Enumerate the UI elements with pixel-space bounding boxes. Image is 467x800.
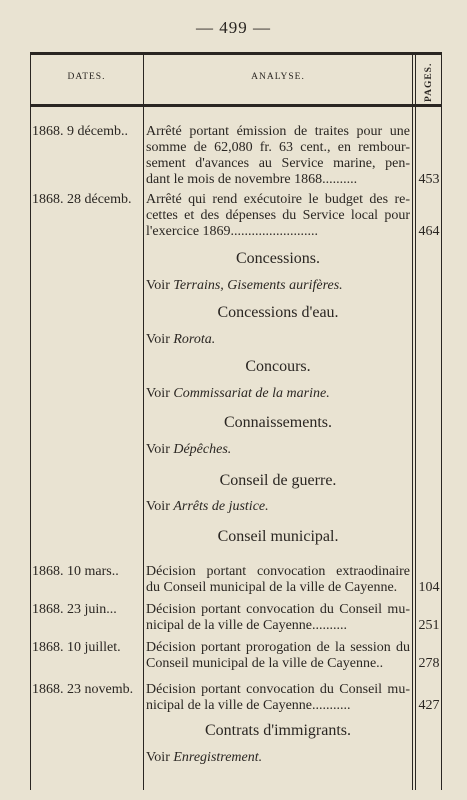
entry-line: nicipal de la ville de Cayenne...........	[146, 698, 351, 713]
dates-column-rule	[143, 52, 144, 790]
entry-page: 251	[418, 618, 440, 633]
entry-line: nicipal de la ville de Cayenne..........	[146, 618, 347, 633]
entry-text	[146, 124, 410, 188]
entry-date: 1868. 10 juillet.	[32, 640, 121, 655]
see-also-ref: Commissariat de la marine.	[173, 386, 330, 401]
entry-date: 1868. 28 décemb.	[32, 192, 132, 207]
header-pages: PAGES.	[424, 62, 434, 102]
section-title: Conseil municipal.	[217, 528, 339, 545]
entry-line: somme de 62,080 fr. 63 cent., en rembour-	[146, 140, 410, 155]
entry-text	[146, 564, 410, 596]
entry-line: cettes et des dépenses du Service local pour	[146, 208, 410, 223]
right-border	[441, 52, 442, 790]
see-also: Voir Terrains, Gisements aurifères.	[146, 278, 343, 293]
see-also-ref: Arrêts de justice.	[173, 499, 269, 514]
entry-text	[146, 602, 410, 634]
entry-date: 1868. 10 mars..	[32, 564, 119, 579]
see-also: Voir Enregistrement.	[146, 750, 263, 765]
see-also-ref: Rorota.	[173, 332, 216, 347]
index-table	[30, 52, 442, 790]
header-dates: DATES.	[67, 72, 106, 82]
top-rule	[30, 52, 442, 55]
section-title: Connaissements.	[224, 414, 332, 431]
see-also: Voir Dépêches.	[146, 442, 232, 457]
pages-column-rule	[412, 52, 416, 790]
entry-text	[146, 192, 410, 240]
see-also-ref: Enregistrement.	[173, 750, 263, 765]
header-analyse: ANALYSE.	[251, 72, 305, 82]
page-number: — 499 —	[196, 18, 271, 37]
entry-line: sement d'avances au Service marine, pen-	[146, 156, 410, 171]
see-also-ref: Dépêches.	[173, 442, 232, 457]
entry-page: 453	[418, 172, 440, 187]
entry-date: 1868. 23 juin...	[32, 602, 117, 617]
section-title: Concours.	[245, 358, 311, 375]
entry-page: 427	[418, 698, 440, 713]
see-also-ref: Terrains, Gisements aurifères.	[173, 278, 343, 293]
entry-text	[146, 682, 410, 714]
entry-line: du Conseil municipal de la ville de Cayenne.	[146, 580, 398, 595]
entry-page: 104	[418, 580, 440, 595]
left-border	[30, 52, 31, 790]
entry-page: 278	[418, 656, 440, 671]
entry-date: 1868. 23 novemb.	[32, 682, 134, 697]
section-title: Conseil de guerre.	[219, 472, 337, 489]
entry-page: 464	[418, 224, 440, 239]
entry-line: Décision portant convocation du Conseil mu-	[146, 602, 410, 617]
entry-line: Arrêté qui rend exécutoire le budget des re-	[146, 192, 410, 207]
section-title: Concessions.	[236, 250, 320, 267]
section-title: Contrats d'immigrants.	[205, 722, 351, 739]
entry-text	[146, 640, 410, 672]
entry-line: l'exercice 1869.........................	[146, 224, 319, 239]
see-also: Voir Arrêts de justice.	[146, 499, 269, 514]
see-also: Voir Commissariat de la marine.	[146, 386, 330, 401]
see-also: Voir Rorota.	[146, 332, 216, 347]
entry-line: Décision portant convocation du Conseil mu-	[146, 682, 410, 697]
entry-line: Conseil municipal de la ville de Cayenne..	[146, 656, 384, 671]
entry-line: Arrêté portant émission de traites pour une	[146, 124, 410, 139]
section-title: Concessions d'eau.	[217, 304, 339, 321]
entry-date: 1868. 9 décemb..	[32, 124, 129, 139]
entry-line: dant le mois de novembre 1868..........	[146, 172, 358, 187]
header-rule	[30, 104, 442, 107]
entry-line: Décision portant convocation extraodinaire	[146, 564, 410, 579]
entry-line: Décision portant prorogation de la session du	[146, 640, 410, 655]
